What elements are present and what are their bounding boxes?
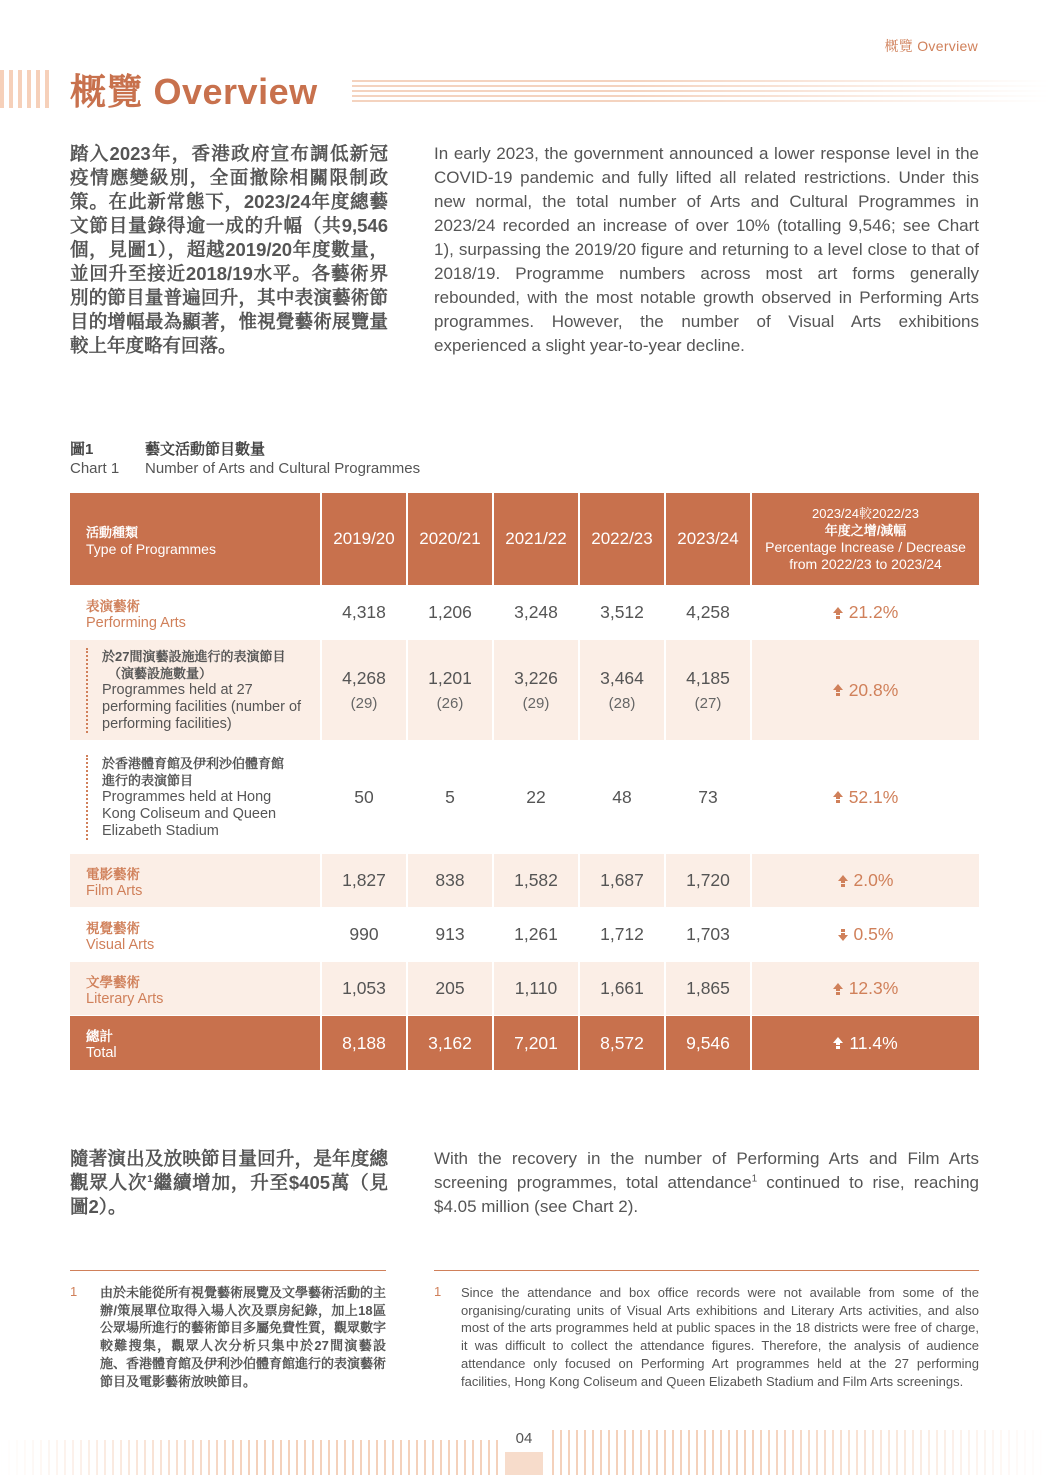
header-year: 2022/23 (580, 493, 666, 585)
header-year: 2019/20 (322, 493, 408, 585)
footnote-en: Since the attendance and box office records were not available from some of the organising/curating units of Visual Arts exhibitions and Literary Arts activities, and also most of the arts programmes held at public spaces in the 18 districts were free of charge, it was difficult to collect the attendance figures. Therefore, the analysis of audience attendance only focused on Performing Art programmes held at the 27 performing facilities, Hong Kong Coliseum and Queen Elizabeth Stadium and Film Arts screenings. (461, 1285, 979, 1389)
footnote-number-zh: 1 (70, 1284, 78, 1299)
text-fragment: 繼續增加，升至$405萬（見圖2）。 (70, 1172, 388, 1217)
value-cell: 48 (580, 741, 666, 853)
value-cell (494, 640, 580, 740)
header-type-cell (70, 493, 322, 585)
value-cell: 1,687 (580, 854, 666, 907)
table-row-literary-arts (70, 962, 979, 1016)
programmes-table (70, 493, 979, 1071)
change-value: 12.3% (848, 978, 899, 998)
value-cell: 1,053 (322, 962, 408, 1015)
category-en: Film Arts (86, 882, 143, 899)
table-row-total (70, 1016, 979, 1071)
category-en: Visual Arts (86, 936, 155, 953)
table-row-film-arts (70, 854, 979, 908)
category-zh: 總計 (86, 1029, 113, 1044)
change-value: 11.4% (849, 1032, 898, 1053)
text-fragment: continued to rise, reaching $4.05 million (see Chart 2). (434, 1173, 979, 1216)
footnote-divider (434, 1270, 979, 1271)
change-cell (752, 586, 979, 639)
category-cell (70, 908, 322, 961)
category-zh: 表演藝術 (86, 598, 140, 614)
value-cell: 1,261 (494, 908, 580, 961)
intro-paragraph-en: In early 2023, the government announced a lower response level in the COVID-19 pandemic and fully lifted all related restrictions. Under this new normal, the total number of Arts and Cultural Programmes in 2023/24 recorded an increase of over 10% (totalling 9,546; see Chart 1), surpassing the 2019/20 figure and returning to a level close to that of 2018/19. Programme numbers across most art forms generally rebounded, with the most notable growth observed in Performing Arts programmes. However, the number of Visual Arts exhibitions experienced a slight year-to-year decline. (434, 144, 979, 355)
chart-number-zh: 圖1 (70, 441, 94, 458)
subcategory-en: Programmes held at 27 performing facilities (number of performing facilities) (102, 681, 302, 732)
change-value: 0.5% (853, 924, 894, 944)
header-change-line: 2023/24較2022/23 (812, 506, 919, 521)
category-en: Literary Arts (86, 990, 164, 1007)
category-zh: 電影藝術 (86, 866, 140, 882)
value-cell: 913 (408, 908, 494, 961)
page-number-tab (505, 1452, 543, 1475)
chart-number-en: Chart 1 (70, 460, 120, 477)
attendance-paragraph-zh (70, 1147, 388, 1219)
category-en: Performing Arts (86, 614, 186, 631)
attendance-paragraph-en (434, 1147, 979, 1219)
change-cell (752, 854, 979, 907)
value-cell: 1,865 (666, 962, 752, 1015)
value-cell: 1,703 (666, 908, 752, 961)
header-type-zh: 活動種類 (86, 524, 139, 540)
category-cell (70, 854, 322, 907)
header-year: 2021/22 (494, 493, 580, 585)
facility-count: (29) (350, 695, 378, 712)
table-row-visual-arts (70, 908, 979, 962)
chart-title-zh: 藝文活動節目數量 (145, 441, 266, 458)
category-cell (70, 962, 322, 1015)
facility-count: (29) (522, 695, 550, 712)
category-zh: 視覺藝術 (86, 920, 140, 936)
subcategory-en: Programmes held at Hong Kong Coliseum and Queen Elizabeth Stadium (102, 788, 277, 839)
value-cell: 3,162 (408, 1016, 494, 1070)
footnote-number-en: 1 (434, 1284, 442, 1299)
value-cell: 9,546 (666, 1016, 752, 1070)
change-cell (752, 640, 979, 740)
running-head: 概覽 Overview (884, 38, 978, 54)
value-cell: 3,512 (580, 586, 666, 639)
value-cell (322, 640, 408, 740)
value-cell: 3,248 (494, 586, 580, 639)
footer-decorative-stripes (552, 1430, 1050, 1475)
change-value: 2.0% (853, 870, 894, 890)
value: 4,268 (342, 668, 386, 688)
footnote-zh: 由於未能從所有視覺藝術展覽及文學藝術活動的主辦/策展單位取得入場人次及票房紀錄，加上18區公眾場所進行的藝術節目多屬免費性質，觀眾數字較難搜集，觀眾人次分析只集中於27間演藝設施、香港體育館及伊利沙伯體育館進行的表演藝術節目及電影藝術放映節目。 (100, 1285, 387, 1389)
increase-arrow-icon (833, 1037, 843, 1049)
value-cell: 1,827 (322, 854, 408, 907)
header-type-en: Type of Programmes (86, 540, 216, 557)
value-cell: 4,258 (666, 586, 752, 639)
header-change-line: from 2022/23 to 2023/24 (789, 556, 942, 572)
header-change-line: 年度之增/減幅 (824, 523, 907, 538)
text-fragment: With the recovery in the number of Performing Arts and Film Arts screening programmes, total attendance (434, 1149, 979, 1192)
subcategory-zh: （演藝設施數量） (108, 665, 213, 681)
value-cell: 1,712 (580, 908, 666, 961)
text-fragment: 隨著演出及放映節目量回升，是年度總觀眾人次 (70, 1148, 388, 1193)
value-cell: 1,720 (666, 854, 752, 907)
value-cell: 205 (408, 962, 494, 1015)
subcategory-zh: 進行的表演節目 (102, 772, 194, 788)
header-year: 2023/24 (666, 493, 752, 585)
decrease-arrow-icon (838, 929, 848, 941)
increase-arrow-icon (838, 875, 848, 887)
category-zh: 文學藝術 (86, 974, 140, 990)
change-value: 21.2% (848, 602, 899, 622)
header-change-line: Percentage Increase / Decrease (765, 539, 966, 555)
value-cell: 50 (322, 741, 408, 853)
value-cell: 4,318 (322, 586, 408, 639)
value-cell: 1,582 (494, 854, 580, 907)
value-cell: 8,572 (580, 1016, 666, 1070)
value-cell (580, 640, 666, 740)
change-cell (752, 962, 979, 1015)
change-value: 52.1% (848, 786, 899, 807)
change-cell (752, 908, 979, 961)
title-decorative-lines (352, 80, 1050, 102)
header-change-cell (752, 493, 979, 585)
value-cell: 22 (494, 741, 580, 853)
subcategory-zh: 於27間演藝設施進行的表演節目 (102, 648, 286, 664)
facility-count: (28) (608, 695, 636, 712)
subcategory-cell (70, 640, 322, 740)
value-cell: 7,201 (494, 1016, 580, 1070)
value-cell: 838 (408, 854, 494, 907)
subcategory-cell (70, 741, 322, 853)
value-cell (666, 640, 752, 740)
decorative-stripes (0, 70, 52, 108)
value-cell: 8,188 (322, 1016, 408, 1070)
change-cell (752, 741, 979, 853)
table-row-performing-facilities (70, 640, 979, 741)
footnote-divider (70, 1270, 386, 1271)
value-cell: 1,110 (494, 962, 580, 1015)
category-cell (70, 586, 322, 639)
table-row-coliseum (70, 741, 979, 854)
value: 4,185 (686, 668, 730, 688)
value-cell: 1,206 (408, 586, 494, 639)
table-header-row (70, 493, 979, 586)
value-cell: 73 (666, 741, 752, 853)
category-en: Total (86, 1045, 117, 1061)
page-number: 04 (515, 1430, 533, 1447)
footnote-ref: 1 (751, 1173, 758, 1185)
value: 3,464 (600, 668, 644, 688)
table-row-performing-arts (70, 586, 979, 640)
value: 3,226 (514, 668, 558, 688)
value-cell: 1,661 (580, 962, 666, 1015)
category-cell (70, 1016, 322, 1070)
value: 1,201 (428, 668, 472, 688)
intro-paragraph-zh: 踏入2023年，香港政府宣布調低新冠疫情應變級別，全面撤除相關限制政策。在此新常態下，2023/24年度總藝文節目量錄得逾一成的升幅（共9,546個，見圖1），超越2019/20年度數量，並回升至接近2018/19水平。各藝術界別的節目量普遍回升，其中表演藝術節目的增幅最為顯著，惟視覺藝術展覽量較上年度略有回落。 (70, 143, 388, 356)
subcategory-zh: 於香港體育館及伊利沙伯體育館 (102, 755, 285, 771)
value-cell: 990 (322, 908, 408, 961)
change-value: 20.8% (848, 679, 899, 700)
change-cell (752, 1016, 979, 1070)
increase-arrow-icon (833, 983, 843, 995)
facility-count: (27) (694, 695, 722, 712)
increase-arrow-icon (833, 684, 843, 696)
value-cell (408, 640, 494, 740)
page-title: 概覽 Overview (70, 71, 318, 112)
footer-decorative-stripes (0, 1440, 500, 1475)
facility-count: (26) (436, 695, 464, 712)
increase-arrow-icon (833, 607, 843, 619)
header-year: 2020/21 (408, 493, 494, 585)
footnote-ref: 1 (147, 1173, 153, 1185)
chart-title-en: Number of Arts and Cultural Programmes (145, 460, 421, 477)
value-cell: 5 (408, 741, 494, 853)
increase-arrow-icon (833, 791, 843, 803)
